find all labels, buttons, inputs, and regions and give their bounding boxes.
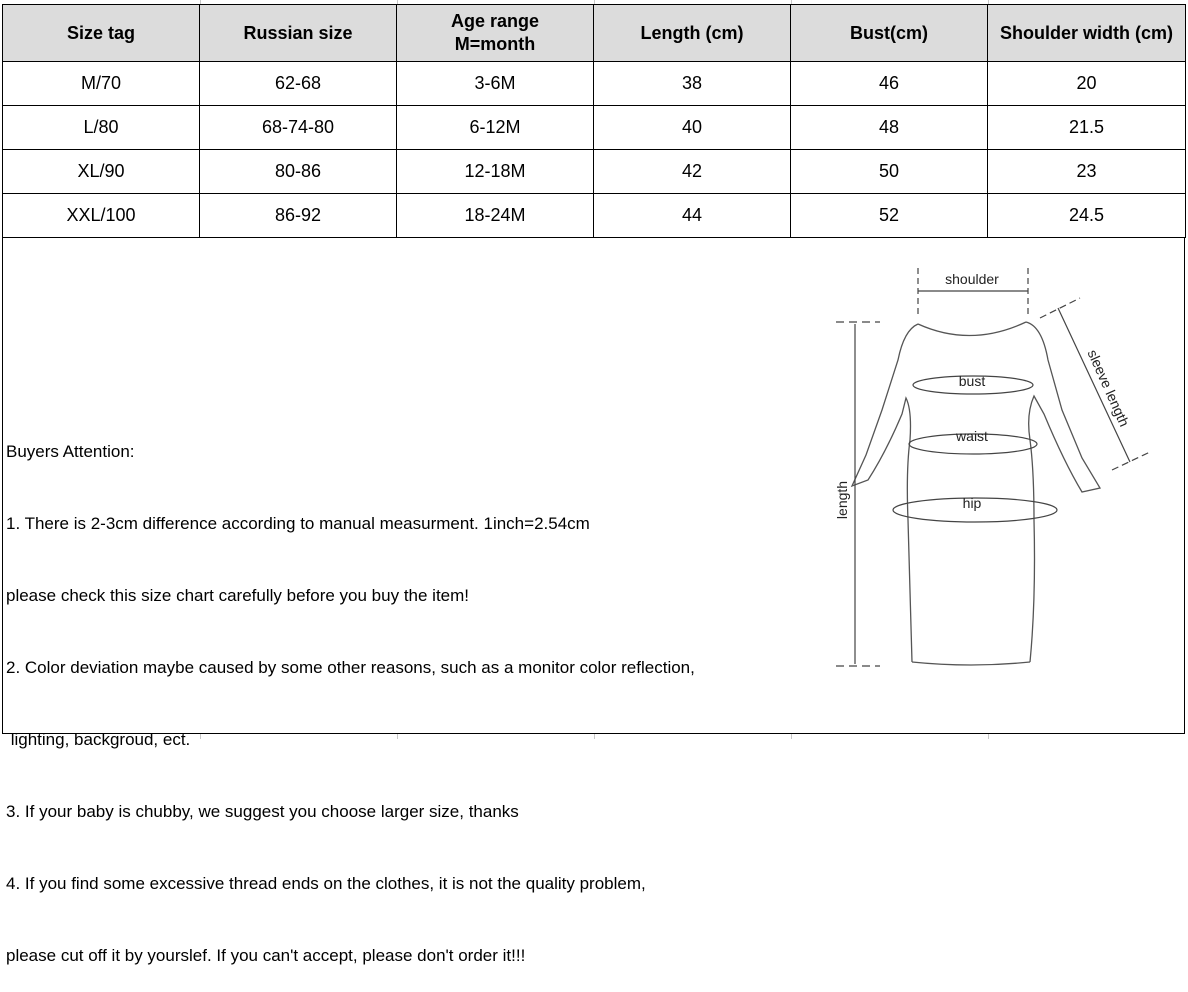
cell-shoulder-width: 21.5 [988,106,1186,150]
cell-size-tag: XL/90 [3,150,200,194]
cell-age-range: 3-6M [397,62,594,106]
notes-line: 2. Color deviation maybe caused by some other reasons, such as a monitor color reflection, [6,658,695,677]
table-row [3,106,1186,150]
cell-size-tag: L/80 [3,106,200,150]
notes-heading: Buyers Attention: [6,442,135,461]
cell-length: 40 [594,106,791,150]
bottom-grid-edge [0,734,1188,738]
cell-shoulder-width: 23 [988,150,1186,194]
table-row [3,62,1186,106]
cell-bust: 52 [791,194,988,238]
header-age-range: Age range M=month [397,5,594,62]
buyers-attention-notes [6,392,695,992]
cell-russian-size: 86-92 [200,194,397,238]
cell-age-range: 18-24M [397,194,594,238]
table-row [3,150,1186,194]
cell-age-range: 6-12M [397,106,594,150]
table-row [3,194,1186,238]
header-size-tag: Size tag [3,5,200,62]
label-hip: hip [962,495,982,511]
cell-bust: 50 [791,150,988,194]
notes-line: 4. If you find some excessive thread ends on the clothes, it is not the quality problem, [6,874,646,893]
header-bust: Bust(cm) [791,5,988,62]
cell-russian-size: 62-68 [200,62,397,106]
notes-line: lighting, backgroud, ect. [6,730,191,749]
cell-age-range: 12-18M [397,150,594,194]
cell-shoulder-width: 20 [988,62,1186,106]
label-waist: waist [956,428,988,444]
header-length: Length (cm) [594,5,791,62]
label-sleeve-length: sleeve length [1084,347,1133,429]
cell-length: 42 [594,150,791,194]
cell-length: 38 [594,62,791,106]
label-length: length [834,480,850,520]
notes-line: please cut off it by yourslef. If you can't accept, please don't order it!!! [6,946,526,965]
cell-bust: 48 [791,106,988,150]
dress-measurement-diagram [828,262,1158,674]
header-russian-size: Russian size [200,5,397,62]
cell-russian-size: 80-86 [200,150,397,194]
notes-line: please check this size chart carefully before you buy the item! [6,586,470,605]
cell-length: 44 [594,194,791,238]
size-chart-table [2,4,1186,238]
table-header-row [3,5,1186,62]
cell-bust: 46 [791,62,988,106]
cell-shoulder-width: 24.5 [988,194,1186,238]
cell-size-tag: XXL/100 [3,194,200,238]
cell-russian-size: 68-74-80 [200,106,397,150]
notes-line: 1. There is 2-3cm difference according to manual measurment. 1inch=2.54cm [6,514,590,533]
label-shoulder: shoulder [945,271,999,287]
label-bust: bust [958,373,986,389]
notes-line: 3. If your baby is chubby, we suggest you choose larger size, thanks [6,802,519,821]
header-shoulder-width: Shoulder width (cm) [988,5,1186,62]
measure-lines [836,268,1150,666]
cell-size-tag: M/70 [3,62,200,106]
